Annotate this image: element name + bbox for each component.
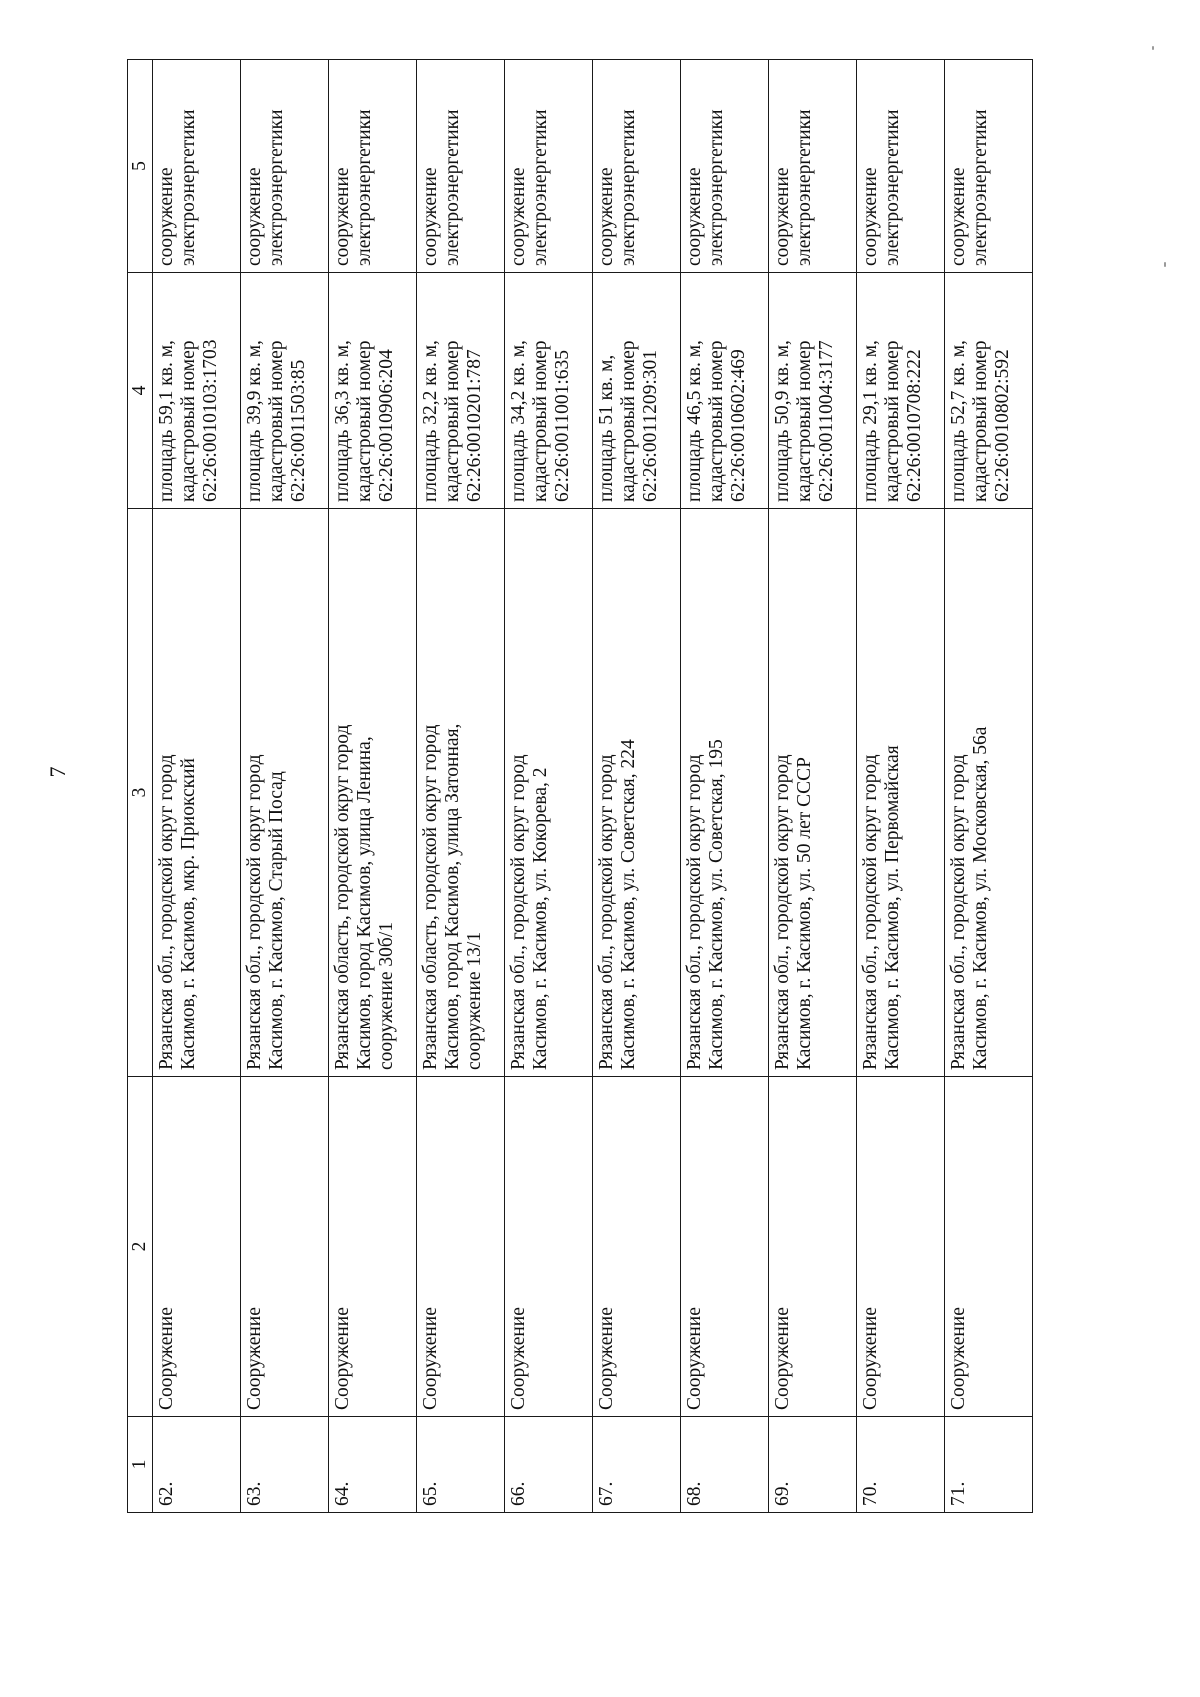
purpose-cell: сооружение электроэнергетики [417,60,505,273]
row-number-cell: 67. [593,1417,681,1513]
table-row [857,60,945,1513]
row-number-cell: 64. [329,1417,417,1513]
address-cell: Рязанская область, городской округ город Касимов, город Касимов, улица Затонная, сооружение 13/1 [417,509,505,1077]
table-row [505,60,593,1513]
purpose-cell: сооружение электроэнергетики [769,60,857,273]
details-cell: площадь 39,9 кв. м, кадастровый номер 62:26:0011503:85 [241,273,329,509]
object-name-cell: Сооружение [329,1077,417,1417]
table-row [769,60,857,1513]
purpose-cell: сооружение электроэнергетики [945,60,1033,273]
object-name-cell: Сооружение [153,1077,241,1417]
details-cell: площадь 52,7 кв. м, кадастровый номер 62:26:0010802:592 [945,273,1033,509]
table-row [417,60,505,1513]
object-name-cell: Сооружение [505,1077,593,1417]
details-cell: площадь 59,1 кв. м, кадастровый номер 62:26:0010103:1703 [153,273,241,509]
purpose-cell: сооружение электроэнергетики [857,60,945,273]
object-name-cell: Сооружение [769,1077,857,1417]
table-row [945,60,1033,1513]
details-cell: площадь 36,3 кв. м, кадастровый номер 62:26:0010906:204 [329,273,417,509]
registry-table-rotated [127,60,1013,1513]
object-name-cell: Сооружение [593,1077,681,1417]
details-cell: площадь 51 кв. м, кадастровый номер 62:26:0011209:301 [593,273,681,509]
header-cell-1: 1 [128,1417,153,1513]
row-number-cell: 70. [857,1417,945,1513]
table-header-row [128,60,153,1513]
row-number-cell: 69. [769,1417,857,1513]
purpose-cell: сооружение электроэнергетики [681,60,769,273]
address-cell: Рязанская обл., городской округ город Касимов, г. Касимов, ул. Советская, 195 [681,509,769,1077]
address-cell: Рязанская обл., городской округ город Касимов, г. Касимов, ул. Советская, 224 [593,509,681,1077]
object-name-cell: Сооружение [945,1077,1033,1417]
address-cell: Рязанская обл., городской округ город Касимов, г. Касимов, ул. Московская, 56а [945,509,1033,1077]
scan-speck [1164,262,1166,267]
table-row [241,60,329,1513]
purpose-cell: сооружение электроэнергетики [505,60,593,273]
table-row [593,60,681,1513]
header-cell-4: 4 [128,273,153,509]
registry-table [127,59,1033,1513]
table-row [681,60,769,1513]
purpose-cell: сооружение электроэнергетики [153,60,241,273]
page-number: 7 [45,766,70,778]
address-cell: Рязанская обл., городской округ город Касимов, г. Касимов, мкр. Приокский [153,509,241,1077]
table-row [153,60,241,1513]
row-number-cell: 71. [945,1417,1033,1513]
details-cell: площадь 34,2 кв. м, кадастровый номер 62:26:0011001:635 [505,273,593,509]
row-number-cell: 63. [241,1417,329,1513]
header-cell-2: 2 [128,1077,153,1417]
table-body [128,60,1033,1513]
object-name-cell: Сооружение [857,1077,945,1417]
row-number-cell: 62. [153,1417,241,1513]
object-name-cell: Сооружение [417,1077,505,1417]
details-cell: площадь 46,5 кв. м, кадастровый номер 62:26:0010602:469 [681,273,769,509]
row-number-cell: 66. [505,1417,593,1513]
details-cell: площадь 32,2 кв. м, кадастровый номер 62:26:0010201:787 [417,273,505,509]
purpose-cell: сооружение электроэнергетики [329,60,417,273]
object-name-cell: Сооружение [241,1077,329,1417]
purpose-cell: сооружение электроэнергетики [593,60,681,273]
purpose-cell: сооружение электроэнергетики [241,60,329,273]
header-cell-3: 3 [128,509,153,1077]
object-name-cell: Сооружение [681,1077,769,1417]
details-cell: площадь 50,9 кв. м, кадастровый номер 62:26:0011004:3177 [769,273,857,509]
address-cell: Рязанская обл., городской округ город Касимов, г. Касимов, ул. 50 лет СССР [769,509,857,1077]
address-cell: Рязанская обл., городской округ город Касимов, г. Касимов, Старый Посад [241,509,329,1077]
details-cell: площадь 29,1 кв. м, кадастровый номер 62:26:0010708:222 [857,273,945,509]
row-number-cell: 65. [417,1417,505,1513]
header-cell-5: 5 [128,60,153,273]
scan-speck [1152,46,1154,50]
address-cell: Рязанская обл., городской округ город Касимов, г. Касимов, ул. Первомайская [857,509,945,1077]
table-row [329,60,417,1513]
address-cell: Рязанская область, городской округ город Касимов, город Касимов, улица Ленина, сооружение 30б/1 [329,509,417,1077]
address-cell: Рязанская обл., городской округ город Касимов, г. Касимов, ул. Кокорева, 2 [505,509,593,1077]
row-number-cell: 68. [681,1417,769,1513]
